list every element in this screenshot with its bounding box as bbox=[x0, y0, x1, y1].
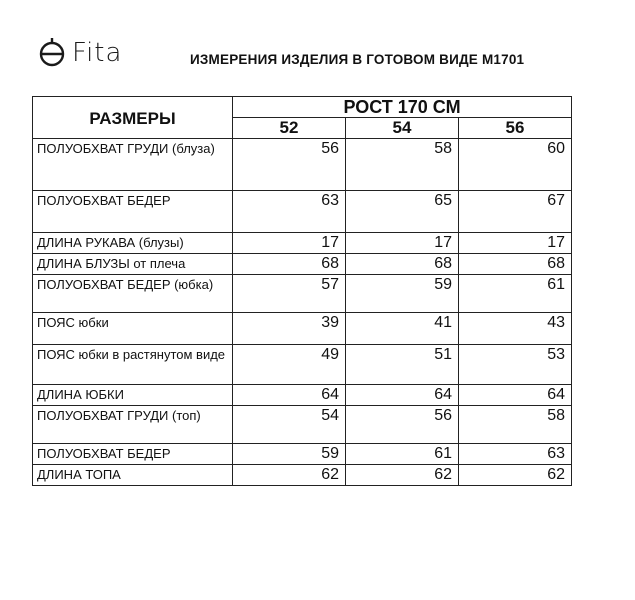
measurement-value: 59 bbox=[346, 275, 459, 313]
measurement-value: 62 bbox=[233, 465, 346, 486]
measurement-value: 65 bbox=[346, 191, 459, 233]
size-header-56: 56 bbox=[459, 118, 572, 139]
size-header-54: 54 bbox=[346, 118, 459, 139]
table-row bbox=[33, 406, 572, 444]
measurement-value: 68 bbox=[233, 254, 346, 275]
measurement-value: 17 bbox=[346, 233, 459, 254]
document-title: ИЗМЕРЕНИЯ ИЗДЕЛИЯ В ГОТОВОМ ВИДЕ М1701 bbox=[190, 52, 525, 67]
table-row bbox=[33, 345, 572, 385]
brand-name: Fita bbox=[72, 38, 123, 68]
sizes-header: РАЗМЕРЫ bbox=[33, 97, 233, 139]
measurement-value: 68 bbox=[346, 254, 459, 275]
measurement-value: 63 bbox=[233, 191, 346, 233]
table-row bbox=[33, 465, 572, 486]
measurement-value: 64 bbox=[459, 385, 572, 406]
measurement-value: 53 bbox=[459, 345, 572, 385]
measurement-value: 56 bbox=[233, 139, 346, 191]
measurement-value: 62 bbox=[459, 465, 572, 486]
measurement-name: ДЛИНА ТОПА bbox=[33, 465, 233, 486]
fita-mark-icon bbox=[38, 38, 66, 68]
measurement-value: 17 bbox=[459, 233, 572, 254]
measurement-value: 60 bbox=[459, 139, 572, 191]
table-row bbox=[33, 275, 572, 313]
table-row bbox=[33, 254, 572, 275]
table-row bbox=[33, 191, 572, 233]
table-row bbox=[33, 139, 572, 191]
table-row bbox=[33, 313, 572, 345]
measurement-value: 17 bbox=[233, 233, 346, 254]
measurement-value: 64 bbox=[233, 385, 346, 406]
measurement-value: 68 bbox=[459, 254, 572, 275]
measurement-value: 51 bbox=[346, 345, 459, 385]
measurement-name: ПОЯС юбки bbox=[33, 313, 233, 345]
measurement-name: ПОЛУОБХВАТ ГРУДИ (блуза) bbox=[33, 139, 233, 191]
table-row bbox=[33, 385, 572, 406]
measurement-name: ДЛИНА ЮБКИ bbox=[33, 385, 233, 406]
measurement-name: ПОЛУОБХВАТ ГРУДИ (топ) bbox=[33, 406, 233, 444]
measurement-value: 64 bbox=[346, 385, 459, 406]
measurement-name: ПОЛУОБХВАТ БЕДЕР (юбка) bbox=[33, 275, 233, 313]
measurement-value: 58 bbox=[346, 139, 459, 191]
measurement-name: ПОЯС юбки в растянутом виде bbox=[33, 345, 233, 385]
measurement-value: 67 bbox=[459, 191, 572, 233]
measurement-value: 57 bbox=[233, 275, 346, 313]
measurement-name: ДЛИНА БЛУЗЫ от плеча bbox=[33, 254, 233, 275]
size-header-52: 52 bbox=[233, 118, 346, 139]
table-row bbox=[33, 233, 572, 254]
measurement-value: 62 bbox=[346, 465, 459, 486]
measurement-value: 63 bbox=[459, 444, 572, 465]
measurement-value: 41 bbox=[346, 313, 459, 345]
measurement-value: 59 bbox=[233, 444, 346, 465]
measurement-value: 43 bbox=[459, 313, 572, 345]
measurement-value: 58 bbox=[459, 406, 572, 444]
measurement-value: 54 bbox=[233, 406, 346, 444]
measurement-name: ПОЛУОБХВАТ БЕДЕР bbox=[33, 191, 233, 233]
measurement-value: 61 bbox=[459, 275, 572, 313]
measurement-value: 56 bbox=[346, 406, 459, 444]
measurement-name: ДЛИНА РУКАВА (блузы) bbox=[33, 233, 233, 254]
measurement-value: 61 bbox=[346, 444, 459, 465]
measurements-table bbox=[32, 96, 572, 486]
header-row-height bbox=[33, 97, 572, 118]
measurement-name: ПОЛУОБХВАТ БЕДЕР bbox=[33, 444, 233, 465]
height-header: РОСТ 170 СМ bbox=[233, 97, 572, 118]
measurement-value: 39 bbox=[233, 313, 346, 345]
brand-logo bbox=[38, 38, 122, 68]
measurement-value: 49 bbox=[233, 345, 346, 385]
table-row bbox=[33, 444, 572, 465]
